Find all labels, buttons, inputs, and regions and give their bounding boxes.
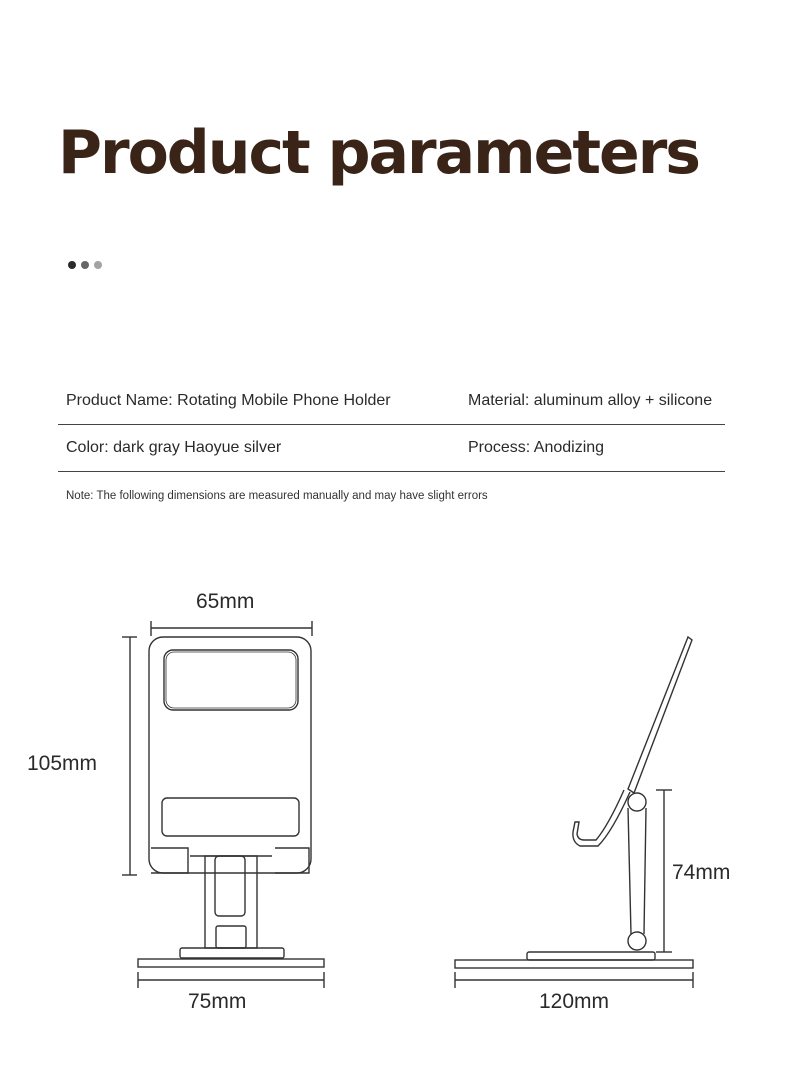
front-height-label: 105mm — [27, 752, 98, 775]
front-width-label: 65mm — [196, 590, 255, 613]
page-title: Product parameters — [58, 118, 699, 188]
front-view-drawing — [122, 621, 324, 988]
process: Process: Anodizing — [468, 439, 605, 456]
color: Color: dark gray Haoyue silver — [66, 439, 282, 456]
front-base-label: 75mm — [188, 990, 247, 1013]
material: Material: aluminum alloy + silicone — [468, 392, 713, 409]
side-view-drawing — [455, 637, 693, 988]
side-height-label: 74mm — [672, 861, 731, 884]
measurement-note: Note: The following dimensions are measured manually and may have slight errors — [66, 490, 488, 502]
product-name: Product Name: Rotating Mobile Phone Holder — [66, 392, 391, 409]
side-base-label: 120mm — [539, 990, 610, 1013]
